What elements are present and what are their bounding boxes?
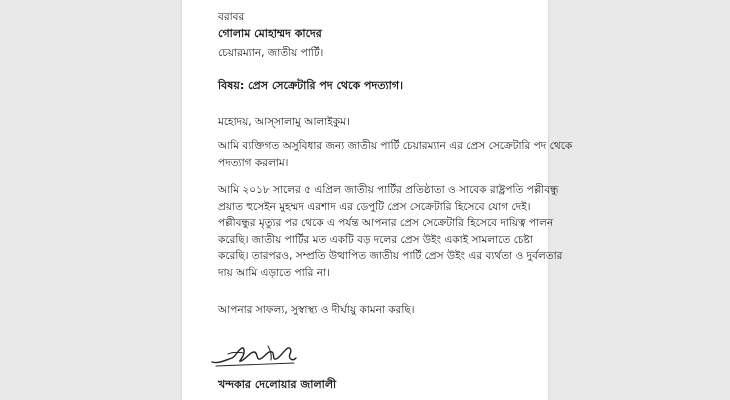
paragraph-2-line: আমি ২০১৮ সালের ৫ এপ্রিল জাতীয় পার্টির প্রতিষ্ঠাতা ও সাবেক রাষ্ট্রপতি পল্লীবন্ধু: [218, 184, 559, 196]
paragraph-2-line: করেছি। জাতীয় পার্টির মত একটি বড় দলের প্রেস উইং একাই সামলাতে চেষ্টা: [218, 233, 533, 246]
paragraph-2-line: প্রয়াত হুসেইন মুহম্মদ এরশাদ এর ডেপুটি প্রেস সেক্রেটারি হিসেবে যোগ দেই।: [218, 200, 531, 213]
paragraph-1-line: আমি ব্যক্তিগত অসুবিধার জন্য জাতীয় পার্টি চেয়ারম্যান এর প্রেস সেক্রেটারি পদ থেকে: [218, 140, 573, 152]
paragraph-2-line: দায় আমি এড়াতে পারি না।: [218, 266, 330, 279]
paragraph-1-line: পদত্যাগ করলাম।: [218, 156, 289, 169]
handwritten-signature: [208, 340, 298, 370]
salutation-to: বরাবর: [218, 11, 245, 23]
letter-subject: বিষয়: প্রেস সেক্রেটারি পদ থেকে পদত্যাগ।: [218, 79, 404, 92]
closing-wish: আপনার সাফল্য, সুস্বাস্থ্য ও দীর্ঘায়ু কামনা করছি।: [218, 304, 415, 316]
paragraph-2-line: করেছি। তারপরও, সম্প্রতি উত্থাপিত জাতীয় পার্টি প্রেস উইং এর ব্যর্থতা ও দুর্বলতার: [218, 250, 563, 262]
paragraph-1: [218, 138, 573, 171]
paragraph-2-line: পল্লীবন্ধুর মৃত্যুর পর থেকে এ পর্যন্ত আপনার প্রেস সেক্রেটারি হিসেবে দায়িত্ব পালন: [218, 217, 554, 229]
sender-name: খন্দকার দেলোয়ার জালালী: [218, 378, 337, 391]
greeting: মহোদয়, আস্সালামু আলাইকুম।: [218, 116, 350, 128]
paragraph-2: [218, 182, 563, 281]
recipient-title: চেয়ারম্যান, জাতীয় পার্টি।: [218, 47, 324, 59]
recipient-name: গোলাম মোহাম্মদ কাদের: [218, 27, 322, 40]
